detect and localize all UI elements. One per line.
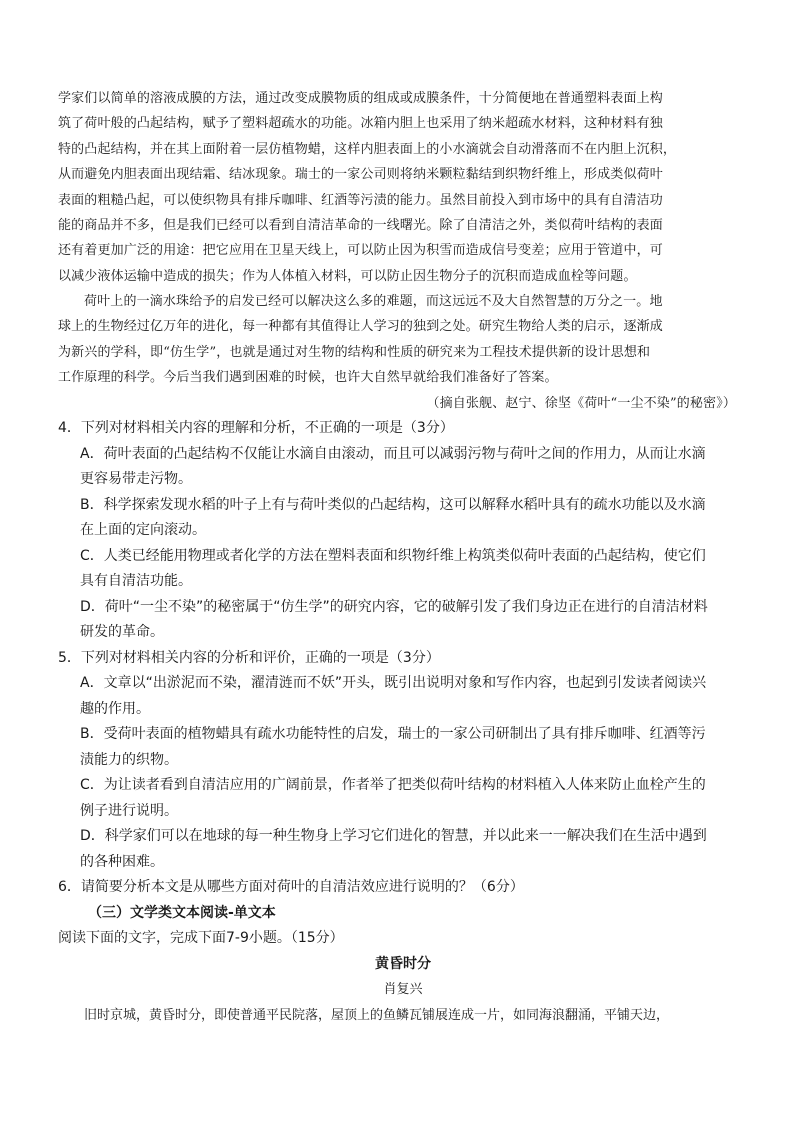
option-line: D．科学家们可以在地球的每一种生物身上学习它们进化的智慧，并以此来一一解决我们在生活中遇到 (80, 828, 707, 844)
question-4-option-b (58, 493, 748, 544)
question-4-stem: 4．下列对材料相关内容的理解和分析，不正确的一项是（3分） (58, 420, 454, 436)
question-5-option-d (58, 824, 748, 875)
passage-line: 能的商品并不多，但是我们已经可以看到自清洁革命的一线曙光。除了自清洁之外，类似荷叶结构的表面 (58, 218, 663, 234)
question-6-stem: 6．请简要分析本文是从哪些方面对荷叶的自清洁效应进行说明的？（6分） (58, 879, 524, 895)
section-3-instruction: 阅读下面的文字，完成下面7-9小题。（15分） (58, 930, 344, 946)
passage-line: 为新兴的学科，即“仿生学”，也就是通过对生物的结构和性质的研究来为工程技术提供新的设计思想和 (58, 344, 651, 360)
story-title: 黄昏时分 (375, 955, 431, 972)
question-5-option-b (58, 722, 748, 773)
question-4-option-c (58, 544, 748, 595)
option-line: B．受荷叶表面的植物蜡具有疏水功能特性的启发，瑞士的一家公司研制出了具有排斥咖啡、红酒等污 (80, 726, 706, 742)
question-4-option-d (58, 595, 748, 646)
passage-line: 工作原理的科学。今后当我们遇到困难的时候，也许大自然早就给我们准备好了答案。 (58, 370, 558, 386)
story-author: 肖复兴 (383, 982, 423, 997)
option-line: 具有自清洁功能。 (80, 573, 192, 589)
section-3-heading: （三）文学类文本阅读-单文本 (88, 904, 276, 921)
question-4-option-a (58, 442, 748, 493)
option-line: C．为让读者看到自清洁应用的广阔前景，作者举了把类似荷叶结构的材料植入人体来防止血栓产生的 (80, 777, 706, 793)
passage-source: （摘自张舰、赵宁、徐坚《荷叶“一尘不染”的秘密》） (426, 395, 736, 411)
passage-line: 从而避免内胆表面出现结霜、结冰现象。瑞士的一家公司则将纳米颗粒黏结到织物纤维上，形成类似荷叶 (58, 167, 663, 183)
passage-line: 还有着更加广泛的用途：把它应用在卫星天线上，可以防止因为积雪而造成信号变差；应用于管道中，可 (58, 243, 663, 259)
question-5-option-a (58, 671, 748, 722)
passage-line: 表面的粗糙凸起，可以使织物具有排斥咖啡、红酒等污渍的能力。虽然目前投入到市场中的具有自清洁功 (58, 192, 663, 208)
passage-line: 学家们以简单的溶液成膜的方法，通过改变成膜物质的组成或成膜条件，十分简便地在普通塑料表面上构 (58, 91, 663, 106)
passage-line: 荷叶上的一滴水珠给予的启发已经可以解决这么多的难题，而这远远不及大自然智慧的万分之一。地 (84, 294, 663, 309)
question-5-option-c (58, 773, 748, 824)
option-line: A．荷叶表面的凸起结构不仅能让水滴自由滚动，而且可以减弱污物与荷叶之间的作用力，从而让水滴 (80, 445, 706, 462)
passage-line: 特的凸起结构，并在其上面附着一层仿植物蜡，这样内胆表面上的小水滴就会自动滑落而不在内胆上沉积， (58, 141, 677, 157)
option-line: 更容易带走污物。 (80, 471, 192, 487)
passage-line: 以减少液体运输中造成的损失；作为人体植入材料，可以防止因生物分子的沉积而造成血栓等问题。 (58, 268, 637, 284)
question-5-stem: 5．下列对材料相关内容的分析和评价，正确的一项是（3分） (58, 649, 440, 666)
question-4 (58, 416, 748, 1028)
option-line: 在上面的定向滚动。 (80, 522, 206, 538)
option-line: 趣的作用。 (80, 700, 150, 717)
option-line: B．科学探索发现水稻的叶子上有与荷叶类似的凸起结构，这可以解释水稻叶具有的疏水功能以及水滴 (80, 496, 706, 513)
option-line: 例子进行说明。 (80, 802, 178, 819)
passage-paragraph-1 (58, 86, 738, 289)
passage-paragraph-2 (58, 289, 738, 416)
passage-line: 筑了荷叶般的凸起结构，赋予了塑料超疏水的功能。冰箱内胆上也采用了纳米超疏水材料，这种材料有独 (58, 116, 663, 132)
option-line: 研发的革命。 (80, 624, 164, 640)
question-5 (58, 646, 748, 876)
story-first-line: 旧时京城，黄昏时分，即使普通平民院落，屋顶上的鱼鳞瓦铺展连成一片，如同海浪翻涌，平铺天边， (84, 1007, 670, 1023)
passage-line: 球上的生物经过亿万年的进化，每一种都有其值得让人学习的独到之处。研究生物给人类的启示，逐渐成 (58, 319, 663, 335)
option-line: 的各种困难。 (80, 853, 164, 870)
option-line: D．荷叶“一尘不染”的秘密属于“仿生学”的研究内容，它的破解引发了我们身边正在进行的自清洁材料 (80, 598, 708, 615)
option-line: 渍能力的织物。 (80, 751, 178, 768)
option-line: A．文章以“出淤泥而不染，濯清涟而不妖”开头，既引出说明对象和写作内容，也起到引发读者阅读兴 (80, 675, 707, 691)
option-line: C．人类已经能用物理或者化学的方法在塑料表面和织物纤维上构筑类似荷叶表面的凸起结构，使它们 (80, 547, 706, 564)
